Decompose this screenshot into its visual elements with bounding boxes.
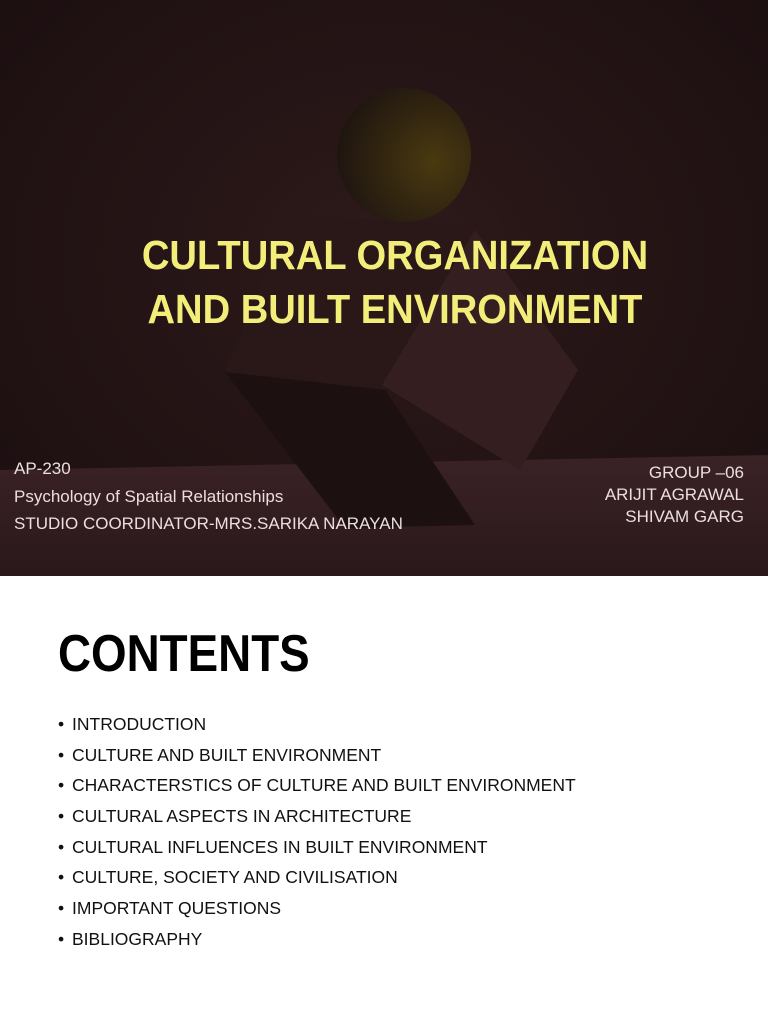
bullet-icon: • bbox=[58, 775, 65, 796]
sphere-shape bbox=[337, 88, 471, 222]
contents-slide bbox=[0, 576, 768, 1024]
bullet-icon: • bbox=[58, 898, 65, 919]
list-item bbox=[58, 832, 576, 863]
list-item bbox=[58, 740, 576, 771]
bullet-icon: • bbox=[58, 744, 65, 765]
bullet-icon: • bbox=[58, 714, 65, 734]
list-item-label: BIBLIOGRAPHY bbox=[72, 928, 203, 949]
list-item-label: CULTURE, SOCIETY AND CIVILISATION bbox=[72, 867, 398, 888]
course-code: AP-230 bbox=[14, 459, 71, 478]
list-item bbox=[58, 862, 576, 893]
bullet-icon: • bbox=[58, 806, 65, 827]
list-item-label: INTRODUCTION bbox=[72, 714, 207, 734]
list-item bbox=[58, 709, 576, 740]
contents-heading: CONTENTS bbox=[58, 625, 310, 683]
course-info bbox=[14, 455, 403, 538]
list-item-label: CULTURE AND BUILT ENVIRONMENT bbox=[72, 744, 382, 765]
bullet-icon: • bbox=[58, 836, 65, 857]
group-info bbox=[605, 462, 744, 528]
studio-coordinator: STUDIO COORDINATOR-MRS.SARIKA NARAYAN bbox=[14, 514, 403, 533]
list-item bbox=[58, 770, 576, 801]
title-line-2: AND BUILT ENVIRONMENT bbox=[147, 286, 643, 332]
member-name: SHIVAM GARG bbox=[625, 507, 744, 526]
list-item bbox=[58, 893, 576, 924]
list-item-label: IMPORTANT QUESTIONS bbox=[72, 898, 282, 919]
member-name: ARIJIT AGRAWAL bbox=[604, 485, 744, 504]
presentation-title bbox=[28, 228, 763, 336]
list-item bbox=[58, 924, 576, 955]
list-item bbox=[58, 801, 576, 832]
list-item-label: CHARACTERSTICS OF CULTURE AND BUILT ENVIRONMENT bbox=[72, 775, 576, 796]
course-name: Psychology of Spatial Relationships bbox=[14, 486, 284, 506]
list-item-label: CULTURAL ASPECTS IN ARCHITECTURE bbox=[72, 806, 412, 827]
contents-list bbox=[58, 709, 576, 955]
title-line-1: CULTURAL ORGANIZATION bbox=[141, 232, 649, 278]
bullet-icon: • bbox=[58, 867, 65, 888]
group-number: GROUP –06 bbox=[648, 463, 744, 482]
bullet-icon: • bbox=[58, 928, 65, 949]
list-item-label: CULTURAL INFLUENCES IN BUILT ENVIRONMENT bbox=[72, 836, 488, 857]
